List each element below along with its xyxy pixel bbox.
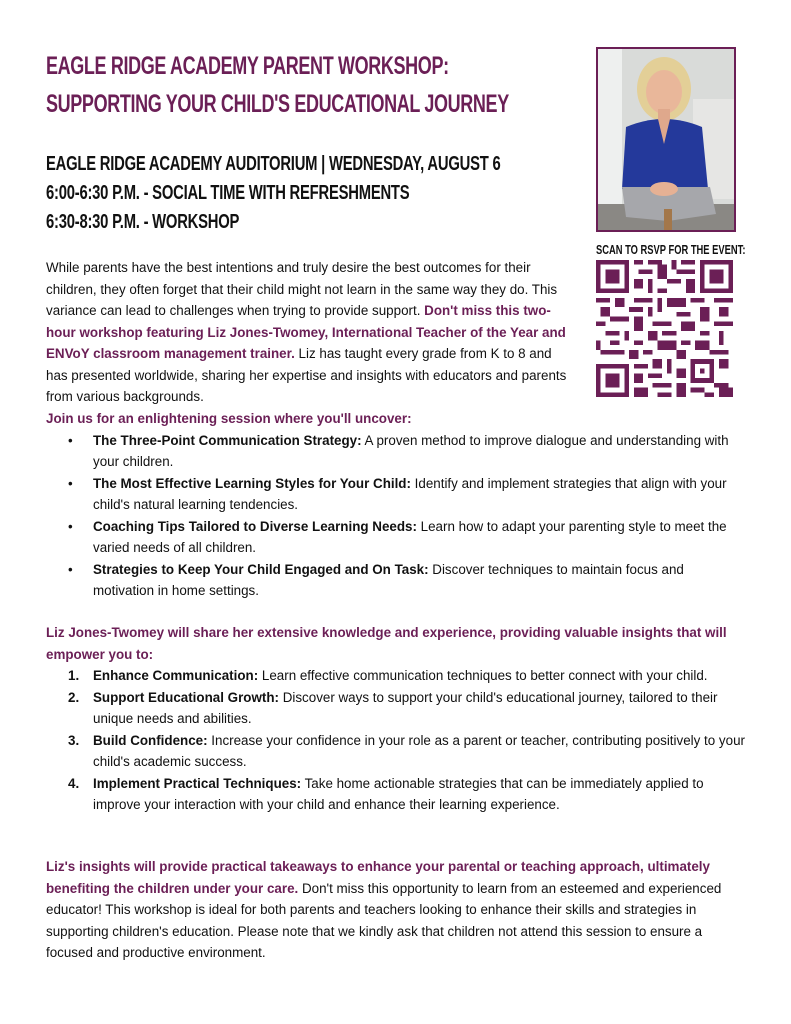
list-item-text: Discover techniques to maintain focus and motivation in home settings.: [93, 561, 684, 598]
title-line-1: EAGLE RIDGE ACADEMY PARENT WORKSHOP:: [46, 52, 449, 80]
list-item-title: Strategies to Keep Your Child Engaged and On Task:: [93, 561, 429, 577]
list-item: [46, 516, 746, 559]
list-item: [46, 430, 746, 473]
list-item: [46, 473, 746, 516]
closing-text: Don't miss this opportunity to learn from an esteemed and experienced educator! This workshop is ideal for both parents and teachers looking to enhance their skills and strategies in supporting children's education. Please note that we kindly ask that children not attend this session to ensure a focused and productive environment.: [46, 880, 722, 960]
uncover-section: [46, 408, 746, 602]
list-item: [46, 687, 746, 730]
intro-paragraph: [46, 257, 576, 408]
list-item-title: The Three-Point Communication Strategy:: [93, 432, 362, 448]
closing-paragraph: [46, 856, 746, 964]
list-item-text: Learn how to adapt your parenting style to meet the varied needs of all children.: [93, 518, 727, 555]
list-item: [46, 559, 746, 602]
list-item-text: Take home actionable strategies that can be immediately applied to improve your interaction with your child and enhance their learning experience.: [93, 775, 704, 812]
list-item-text: Learn effective communication techniques to better connect with your child.: [258, 668, 708, 683]
list-item-title: Support Educational Growth:: [93, 689, 279, 705]
qr-code-icon[interactable]: [596, 260, 733, 397]
empower-heading: Liz Jones-Twomey will share her extensive knowledge and experience, providing valuable insights that will empower you to:: [46, 625, 727, 662]
schedule-social: 6:00-6:30 P.M. - SOCIAL TIME WITH REFRESHMENTS: [46, 182, 410, 204]
intro-highlight: Don't miss this two-hour workshop featuring Liz Jones-Twomey, International Teacher of the Year and ENVoY classroom management trainer.: [46, 303, 566, 361]
list-item-title: Enhance Communication:: [93, 668, 259, 683]
list-item: [46, 773, 746, 816]
list-number: 3.: [68, 732, 80, 748]
list-number: 4.: [68, 775, 80, 791]
list-item-title: The Most Effective Learning Styles for Your Child:: [93, 475, 411, 491]
list-number: 2.: [68, 689, 80, 705]
list-item-text: A proven method to improve dialogue and understanding with your children.: [93, 432, 729, 469]
empower-list: [46, 665, 746, 816]
empower-section: [46, 622, 746, 816]
uncover-list: [46, 430, 746, 602]
list-item: [46, 730, 746, 773]
list-item-title: Implement Practical Techniques:: [93, 775, 302, 791]
intro-text-1: While parents have the best intentions and truly desire the best outcomes for their children, they often forget that their child might not learn in the same way they do. This variance can lead to challenges when trying to provide support.: [46, 260, 558, 318]
list-item-text: Discover ways to support your child's educational journey, tailored to their unique needs and abilities.: [93, 689, 718, 726]
closing-highlight: Liz's insights will provide practical takeaways to enhance your parental or teaching approach, ultimately benefiting the children under your care.: [46, 859, 710, 896]
uncover-heading: Join us for an enlightening session where you'll uncover:: [46, 411, 412, 426]
list-item-title: Coaching Tips Tailored to Diverse Learning Needs:: [93, 518, 417, 534]
list-number: 1.: [68, 668, 80, 683]
list-item: [46, 665, 746, 687]
title-line-2: SUPPORTING YOUR CHILD'S EDUCATIONAL JOURNEY: [46, 90, 509, 118]
portrait-image: [598, 49, 734, 230]
location-date: EAGLE RIDGE ACADEMY AUDITORIUM | WEDNESDAY, AUGUST 6: [46, 153, 501, 175]
list-item-text: Identify and implement strategies that align with your child's natural learning tendencies.: [93, 475, 727, 512]
rsvp-label: SCAN TO RSVP FOR THE EVENT:: [596, 242, 746, 257]
list-item-title: Build Confidence:: [93, 732, 208, 748]
speaker-photo: [596, 47, 736, 232]
list-item-text: Increase your confidence in your role as a parent or teacher, contributing positively to your child's academic success.: [93, 732, 745, 769]
intro-text-2: Liz has taught every grade from K to 8 and has presented worldwide, sharing her expertise and insights with educators and parents from various backgrounds.: [46, 346, 567, 404]
schedule-workshop: 6:30-8:30 P.M. - WORKSHOP: [46, 211, 240, 233]
